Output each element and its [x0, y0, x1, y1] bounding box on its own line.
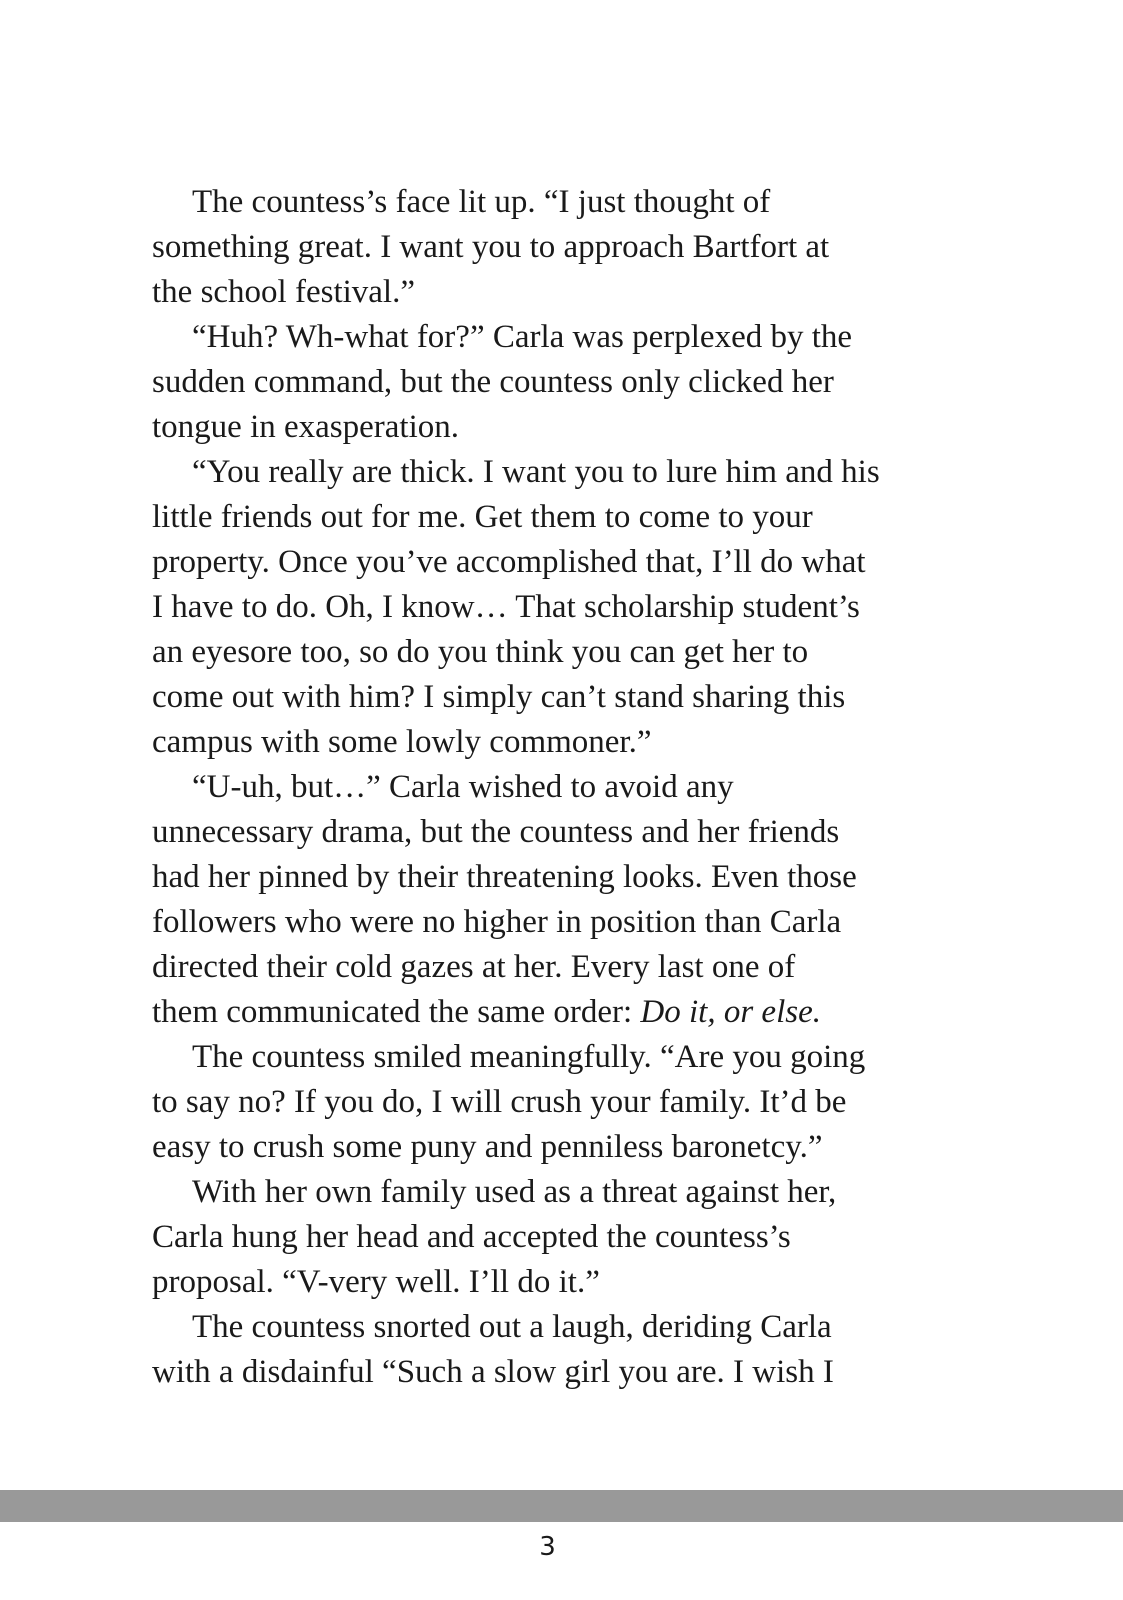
text-line: Carla hung her head and accepted the countess’s: [152, 1219, 791, 1255]
text-line: property. Once you’ve accomplished that, I’ll do what: [152, 544, 866, 580]
text-line: tongue in exasperation.: [152, 409, 459, 445]
text-line: easy to crush some puny and penniless baronetcy.”: [152, 1129, 823, 1165]
text-line: an eyesore too, so do you think you can get her to: [152, 634, 809, 670]
text-line: “U-uh, but…” Carla wished to avoid any: [192, 769, 734, 805]
text-line: “You really are thick. I want you to lure him and his: [192, 454, 880, 490]
text-line: proposal. “V-very well. I’ll do it.”: [152, 1264, 600, 1300]
text-line: with a disdainful “Such a slow girl you are. I wish I: [152, 1354, 834, 1390]
body-text: [152, 180, 952, 1395]
text-line: little friends out for me. Get them to come to your: [152, 499, 813, 535]
emphasized-text: Do it, or else.: [640, 994, 821, 1030]
text-line: the school festival.”: [152, 274, 416, 310]
text-line: With her own family used as a threat against her,: [192, 1174, 837, 1210]
text-line-start: them communicated the same order:: [152, 994, 641, 1030]
text-line: unnecessary drama, but the countess and her friends: [152, 814, 840, 850]
text-line: campus with some lowly commoner.”: [152, 724, 652, 760]
text-line: come out with him? I simply can’t stand sharing this: [152, 679, 846, 715]
text-line: something great. I want you to approach Bartfort at: [152, 229, 830, 265]
text-line-with-emphasis: [152, 990, 952, 1035]
text-line: to say no? If you do, I will crush your family. It’d be: [152, 1084, 847, 1120]
text-line: The countess smiled meaningfully. “Are you going: [192, 1039, 866, 1075]
text-line: “Huh? Wh-what for?” Carla was perplexed by the: [192, 319, 853, 355]
text-line: I have to do. Oh, I know… That scholarship student’s: [152, 589, 860, 625]
text-line: The countess snorted out a laugh, deriding Carla: [192, 1309, 832, 1345]
text-line: had her pinned by their threatening looks. Even those: [152, 859, 857, 895]
text-line: directed their cold gazes at her. Every last one of: [152, 949, 796, 985]
page-number: 3: [539, 1532, 556, 1562]
footer-bar: [0, 1490, 1123, 1522]
text-line: sudden command, but the countess only clicked her: [152, 364, 834, 400]
text-line: The countess’s face lit up. “I just thought of: [192, 184, 771, 220]
text-line: followers who were no higher in position than Carla: [152, 904, 842, 940]
